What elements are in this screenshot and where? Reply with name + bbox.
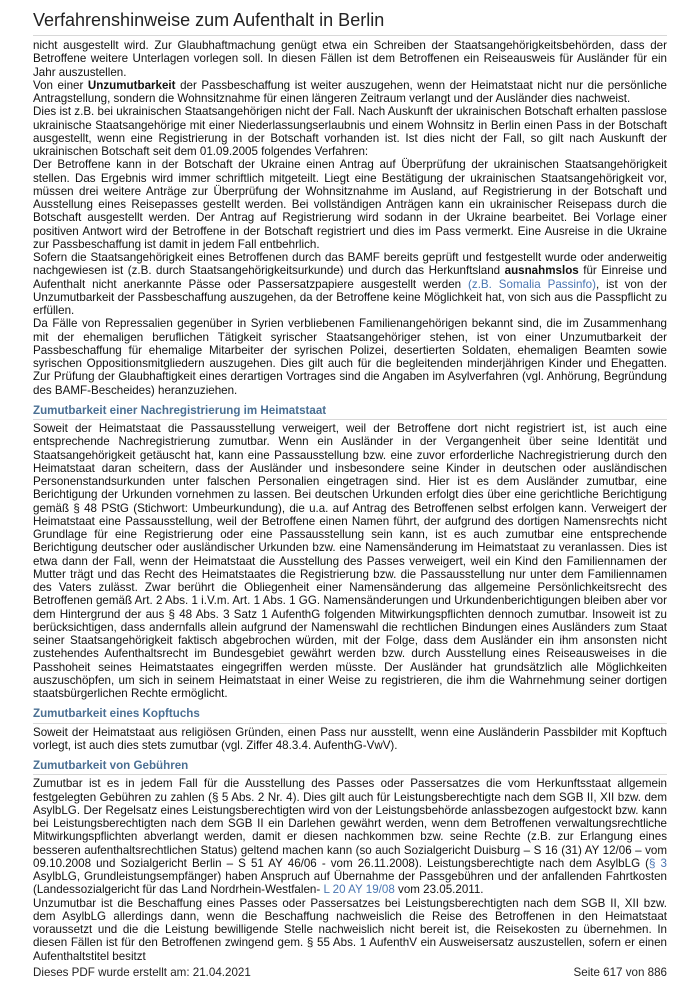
paragraph — [33, 777, 667, 896]
text-span: Von einer — [33, 78, 88, 92]
page-title: Verfahrenshinweise zum Aufenthalt in Berlin — [33, 10, 385, 30]
text-span: für Einreise und Aufenthalt nicht anerkannte Pässe oder Passersatzpapiere ausgestellt werden — [33, 264, 667, 291]
paragraph: Der Betroffene kann in der Botschaft der Ukraine einen Antrag auf Überprüfung der ukrainischen Staatsangehörigkeit stellen. Das Ergebnis wird immer schriftlich mitgeteilt. Liegt eine Bestätigung der ukrainischen Staatsangehörigkeit vor, müssen drei weitere Anträge zur Überprüfung der Wohnsitznahme im Ausland, auf Registrierung in der Botschaft und Ausstellung eines Reisepasses gestellt werden. Bei vollständigen Anträgen kann ein ukrainischer Reisepass durch die Botschaft ausgestellt werden. Der Antrag auf Registrierung wird sodann in der Ukraine bearbeitet. Bei Vorlage einer positiven Antwort wird der Betroffene in der Botschaft registriert und dies im Pass vermerkt. Eine Ausreise in die Ukraine zur Passbeschaffung ist damit in jedem Fall entbehrlich. — [33, 158, 667, 251]
text-span: Zumutbar ist es in jedem Fall für die Ausstellung des Passes oder Passersatzes die vom Herkunftsstaat allgemein festgelegten Gebühren zu zahlen (§ 5 Abs. 2 Nr. 4). Dies gilt auch für Leistungsberechtigte nach dem SGB II, XII bzw. dem AsylbLG. Der Regelsatz eines Leistungsberechtigten wird von der Leistungsbehörde anlassbezogen aufgestockt bzw. kann bei Leistungsberechtigten nach dem SGB II ein Darlehen gewährt werden, wenn dem Betroffenen verwaltungsrechtliche Mitwirkungspflichten abverlangt werden, damit er diesen nachkommen bzw. seine Rechte (z.B. zur Erlangung eines besseren aufenthaltsrechtlichen Status) geltend machen kann (so auch Sozialgericht Duisburg – S 16 (31) AY 12/06 – vom 09.10.2008 und Sozialgericht Berlin – S 51 AY 46/06 - vom 26.11.2008). Leistungsberechtigte nach dem AsylbLG ( — [33, 777, 667, 870]
pdf-created-date: Dieses PDF wurde erstellt am: 21.04.2021 — [33, 966, 251, 979]
section-heading: Zumutbarkeit von Gebühren — [33, 759, 667, 775]
text-span: , ist von der Unzumutbarkeit der Passbeschaffung auszugehen, da der Betroffene keine Möglichkeit hat, von sich aus die Passpflicht zu erfüllen. — [33, 277, 667, 317]
bold-term: Unzumutbarkeit — [87, 78, 176, 92]
paragraph: Dies ist z.B. bei ukrainischen Staatsangehörigen nicht der Fall. Nach Auskunft der ukrainischen Botschaft erhalten passlose ukrainische Staatsangehörige mit einer Niederlassungserlaubnis und einem Wohnsitz in Berlin einen Pass in der Botschaft ausgestellt, wenn eine Registrierung in der Botschaft vorhanden ist. Ist dies nicht der Fall, so gilt nach Auskunft der ukrainischen Botschaft seit dem 01.09.2005 folgendes Verfahren: — [33, 105, 667, 158]
paragraph — [33, 251, 667, 317]
document-body — [33, 39, 667, 963]
paragraph: Unzumutbar ist die Beschaffung eines Passes oder Passersatzes bei Leistungsberechtigten nach dem SGB II, XII bzw. dem AsylbLG allerdings dann, wenn die Beschaffung nachweislich die Reise des Betroffenen in den Heimatstaat voraussetzt und die die Leistung bewilligende Stelle nachweislich nicht bereit ist, die Reisekosten zu übernehmen. In diesen Fällen ist für den Betroffenen zwingend gem. § 55 Abs. 1 AufenthV ein Ausweisersatz auszustellen, sofern er einen Aufenthaltstitel besitzt — [33, 896, 667, 963]
somalia-passinfo-link[interactable]: (z.B. Somalia Passinfo) — [468, 277, 596, 291]
text-span: Sofern die Staatsangehörigkeit eines Betroffenen durch das BAMF bereits geprüft und festgestellt wurde oder anderweitig nachgewiesen ist (z.B. durch Staatsangehörigkeitsurkunde) und durch das Herkunftsland — [33, 251, 667, 278]
page-number: Seite 617 von 886 — [573, 966, 667, 979]
section-heading: Zumutbarkeit eines Kopftuchs — [33, 707, 667, 723]
asylblg-section-link[interactable]: § 3 — [649, 856, 667, 870]
text-span: AsylbLG, Grundleistungsempfänger) haben Anspruch auf Übernahme der Passgebühren und der anfallenden Fahrtkosten (Landessozialgericht für das Land Nordrhein-Westfalen- — [33, 870, 667, 897]
text-span: vom 23.05.2011. — [394, 883, 484, 897]
paragraph: Da Fälle von Repressalien gegenüber in Syrien verbliebenen Familienangehörigen bekannt sind, die im Zusammenhang mit der ehemaligen beruflichen Tätigkeit syrischer Staatsangehöriger stehen, ist von einer Unzumutbarkeit der Passbeschaffung für ehemalige Mitarbeiter der syrischen Polizei, desertierten Soldaten, ehemaligen Beamten sowie syrischen Oppositionsmitgliedern auszugehen. Dies gilt auch für die begleitenden minderjährigen Kinder und Ehegatten. Zur Prüfung der Glaubhaftigkeit eines derartigen Vortrages sind die Angaben im Asylverfahren (vgl. Anhörung, Begründung des BAMF-Bescheides) heranzuziehen. — [33, 317, 667, 397]
paragraph — [33, 79, 667, 106]
court-decision-link[interactable]: L 20 AY 19/08 — [323, 883, 395, 897]
paragraph: Soweit der Heimatstaat die Passausstellung verweigert, weil der Betroffene dort nicht registriert ist, ist auch eine entsprechende Nachregistrierung zumutbar. Wenn ein Ausländer in der Vergangenheit über seine Identität und Staatsangehörigkeit getäuscht hat, kann eine Passausstellung bzw. eine zuvor erforderliche Nachregistrierung durch den Heimatstaat daran scheitern, dass der Ausländer und insbesondere seine Kinder in deutschen oder ausländischen Personenstandsurkunden unter falschen Personalien eingetragen sind. Hier ist es dem Ausländer zumutbar, eine Berichtigung der Urkunden vornehmen zu lassen. Bei deutschen Urkunden erfolgt dies über eine gerichtliche Berichtigung gemäß § 48 PStG (Stichwort: Umbeurkundung), die u.a. auf Antrag des Betroffenen selbst erfolgen kann. Verweigert der Heimatstaat eine Passausstellung, weil der Betroffene einen Namen führt, der aufgrund des dortigen Namensrechts nicht Grundlage für eine Registrierung oder eine Passausstellung sein kann, ist es auch zumutbar eine entsprechende Berichtigung deutscher oder ausländischer Urkunden bzw. eine Namensänderung im Heimatstaat zu veranlassen. Dies ist etwa dann der Fall, wenn der Heimatstaat die Ausstellung des Passes verweigert, weil ein Kind den Familiennamen der Mutter trägt und das Recht des Heimatstaates die Registrierung bzw. die Passausstellung nur unter dem Familiennamen des Vaters zulässt. Zwar berührt die Obliegenheit einer Namensänderung das allgemeine Persönlichkeitsrecht des Betroffenen gemäß Art. 2 Abs. 1 i.V.m. Art. 1 Abs. 1 GG. Namensänderungen und Urkundenberichtigungen bleiben aber vor dem Hintergrund der aus § 48 Abs. 3 Satz 1 AufenthG folgenden Mitwirkungspflichten dennoch zumutbar. Insoweit ist zu berücksichtigen, dass andernfalls allein aufgrund der Namenswahl die rechtlichen Bindungen eines Ausländers zum Staat seiner Staatsangehörigkeit faktisch abgebrochen würden, mit der Folge, dass dem Ausländer ein ihm ansonsten nicht zustehendes Aufenthaltsrecht im Bundesgebiet gewährt werden bzw. durch Ausstellung eines Reiseausweises in die Passhoheit seines Heimatstaates eingegriffen werden müsste. Der Ausländer hat grundsätzlich alle Möglichkeiten auszuschöpfen, um sich in seinem Heimatstaat in einer Weise zu registrieren, die ihm die Wahrnehmung seiner dortigen staatsbürgerlichen Rechte ermöglicht. — [33, 422, 667, 700]
section-heading: Zumutbarkeit einer Nachregistrierung im Heimatstaat — [33, 404, 667, 420]
page-header — [33, 10, 667, 36]
text-span: der Passbeschaffung ist weiter auszugehen, wenn der Heimatstaat nicht nur die persönliche Antragstellung, sondern die Wohnsitznahme für einen längeren Zeitraum verlangt und der Ausländer dies nachweist. — [33, 78, 668, 105]
bold-term: ausnahmslos — [504, 264, 579, 278]
paragraph: nicht ausgestellt wird. Zur Glaubhaftmachung genügt etwa ein Schreiben der Staatsangehörigkeitsbehörden, dass der Betroffene weitere Unterlagen vorlegen soll. In diesen Fällen ist dem Betroffenen ein Reiseausweis für Ausländer für ein Jahr auszustellen. — [33, 39, 667, 79]
paragraph: Soweit der Heimatstaat aus religiösen Gründen, einen Pass nur ausstellt, wenn eine Ausländerin Passbilder mit Kopftuch vorlegt, ist auch dies stets zumutbar (vgl. Ziffer 48.3.4. AufenthG-VwV). — [33, 725, 667, 752]
